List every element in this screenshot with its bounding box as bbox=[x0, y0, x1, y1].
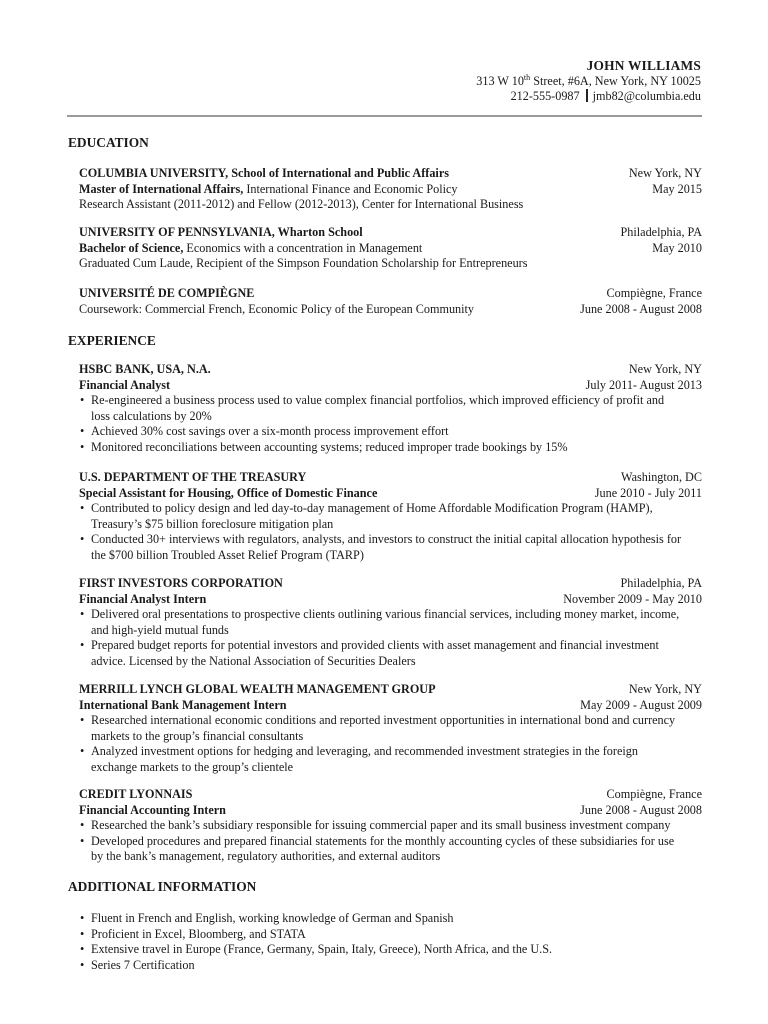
job-title: Financial Accounting Intern bbox=[79, 802, 226, 817]
bullet-item: • Contributed to policy design and led day-to-day management of Home Affordable Modification Program (HAMP), Treasury’s $75 billion foreclosure mitigation plan bbox=[79, 501, 702, 532]
school-location: Philadelphia, PA bbox=[620, 225, 702, 239]
address-rest: Street, #6A, New York, NY 10025 bbox=[530, 74, 701, 88]
degree-date: May 2015 bbox=[652, 181, 702, 196]
bullet-item: • Re-engineered a business process used to value complex financial portfolios, which improved efficiency of profit and loss calculations by 20% bbox=[79, 393, 702, 424]
address-ordinal: th bbox=[523, 72, 531, 82]
employer-name: U.S. DEPARTMENT OF THE TREASURY bbox=[79, 470, 307, 484]
job-title: Special Assistant for Housing, Office of Domestic Finance bbox=[79, 485, 378, 500]
job-title: Financial Analyst Intern bbox=[79, 591, 207, 606]
job-dates: July 2011- August 2013 bbox=[585, 377, 702, 392]
bullet-item: • Conducted 30+ interviews with regulators, analysts, and investors to construct the initial capital allocation hypothesis for the $700 billion Troubled Asset Relief Program (TARP) bbox=[79, 532, 702, 563]
degree-date: June 2008 - August 2008 bbox=[580, 301, 702, 316]
employer-name: CREDIT LYONNAIS bbox=[79, 787, 193, 801]
experience-entry-merrill-lynch bbox=[79, 682, 702, 776]
additional-item: • Proficient in Excel, Bloomberg, and STATA bbox=[79, 927, 702, 943]
job-dates: June 2008 - August 2008 bbox=[580, 802, 702, 817]
contact-separator bbox=[586, 89, 588, 102]
education-detail: Graduated Cum Laude, Recipient of the Simpson Foundation Scholarship for Entrepreneurs bbox=[79, 256, 528, 271]
job-bullets bbox=[79, 818, 702, 865]
experience-entry-credit-lyonnais bbox=[79, 787, 702, 865]
experience-heading: EXPERIENCE bbox=[68, 333, 156, 348]
header-divider bbox=[67, 115, 702, 117]
bullet-item: • Achieved 30% cost savings over a six-month process improvement effort bbox=[79, 424, 702, 440]
bullet-item: • Researched international economic conditions and reported investment opportunities in international bond and currency markets to the group’s financial consultants bbox=[79, 713, 702, 744]
bullet-item: • Prepared budget reports for potential investors and provided clients with asset management and financial investment advice. Licensed by the National Association of Securities Dealers bbox=[79, 638, 702, 669]
resume-header bbox=[476, 58, 701, 105]
experience-entry-treasury bbox=[79, 470, 702, 564]
employer-name: HSBC BANK, USA, N.A. bbox=[79, 362, 211, 376]
additional-info-list bbox=[79, 911, 702, 973]
employer-name: FIRST INVESTORS CORPORATION bbox=[79, 576, 283, 590]
job-title: International Bank Management Intern bbox=[79, 697, 287, 712]
degree-name: Bachelor of Science, bbox=[79, 240, 184, 255]
education-entry-penn bbox=[79, 225, 702, 272]
employer-name: MERRILL LYNCH GLOBAL WEALTH MANAGEMENT GROUP bbox=[79, 682, 436, 696]
job-bullets bbox=[79, 393, 702, 455]
degree-date: May 2010 bbox=[652, 240, 702, 255]
job-bullets bbox=[79, 607, 702, 669]
school-name: COLUMBIA UNIVERSITY, School of International and Public Affairs bbox=[79, 166, 449, 180]
bullet-item: • Developed procedures and prepared financial statements for the monthly accounting cycles of these subsidiaries for use by the bank’s management, regulatory authorities, and external auditors bbox=[79, 834, 702, 865]
education-detail: Coursework: Commercial French, Economic Policy of the European Community bbox=[79, 301, 474, 316]
degree-line bbox=[79, 241, 422, 257]
school-name: UNIVERSITÉ DE COMPIÈGNE bbox=[79, 286, 255, 300]
job-dates: June 2010 - July 2011 bbox=[594, 485, 702, 500]
degree-field: Economics with a concentration in Management bbox=[183, 240, 423, 255]
phone-number: 212-555-0987 bbox=[510, 89, 580, 104]
degree-field: International Finance and Economic Policy bbox=[243, 181, 458, 196]
bullet-item: • Delivered oral presentations to prospective clients outlining various financial services, including money market, income, and high-yield mutual funds bbox=[79, 607, 702, 638]
bullet-item: • Analyzed investment options for hedging and leveraging, and recommended investment strategies in the foreign exchange markets to the group’s clientele bbox=[79, 744, 702, 775]
bullet-item: • Researched the bank’s subsidiary responsible for issuing commercial paper and its small business investment company bbox=[79, 818, 702, 834]
employer-location: New York, NY bbox=[628, 682, 702, 696]
school-name: UNIVERSITY OF PENNSYLVANIA, Wharton School bbox=[79, 225, 363, 239]
candidate-name: JOHN WILLIAMS bbox=[586, 58, 701, 73]
email-address[interactable]: jmb82@columbia.edu bbox=[592, 89, 701, 104]
employer-location: Philadelphia, PA bbox=[620, 576, 702, 590]
education-heading: EDUCATION bbox=[68, 135, 149, 150]
degree-name: Master of International Affairs, bbox=[79, 181, 244, 196]
employer-location: Compiègne, France bbox=[606, 787, 702, 801]
address-line bbox=[476, 74, 701, 89]
job-bullets bbox=[79, 501, 702, 563]
additional-item: • Extensive travel in Europe (France, Germany, Spain, Italy, Greece), North Africa, and the U.S. bbox=[79, 942, 702, 958]
job-title: Financial Analyst bbox=[79, 377, 171, 392]
additional-item: • Fluent in French and English, working knowledge of German and Spanish bbox=[79, 911, 702, 927]
bullet-item: • Monitored reconciliations between accounting systems; reduced improper trade bookings by 15% bbox=[79, 440, 702, 456]
employer-location: Washington, DC bbox=[621, 470, 702, 484]
additional-info-heading: ADDITIONAL INFORMATION bbox=[68, 879, 257, 894]
experience-entry-hsbc bbox=[79, 362, 702, 456]
education-entry-columbia bbox=[79, 166, 702, 213]
address-street-number: 313 W 10 bbox=[476, 74, 524, 88]
job-bullets bbox=[79, 713, 702, 775]
experience-entry-first-investors bbox=[79, 576, 702, 670]
degree-line bbox=[79, 182, 458, 198]
job-dates: November 2009 - May 2010 bbox=[563, 591, 702, 606]
additional-item: • Series 7 Certification bbox=[79, 958, 702, 974]
job-dates: May 2009 - August 2009 bbox=[580, 697, 702, 712]
education-entry-compiegne bbox=[79, 286, 702, 317]
school-location: Compiègne, France bbox=[606, 286, 702, 300]
employer-location: New York, NY bbox=[628, 362, 702, 376]
school-location: New York, NY bbox=[628, 166, 702, 180]
contact-line bbox=[476, 89, 701, 104]
education-detail: Research Assistant (2011-2012) and Fellow (2012-2013), Center for International Business bbox=[79, 197, 524, 212]
